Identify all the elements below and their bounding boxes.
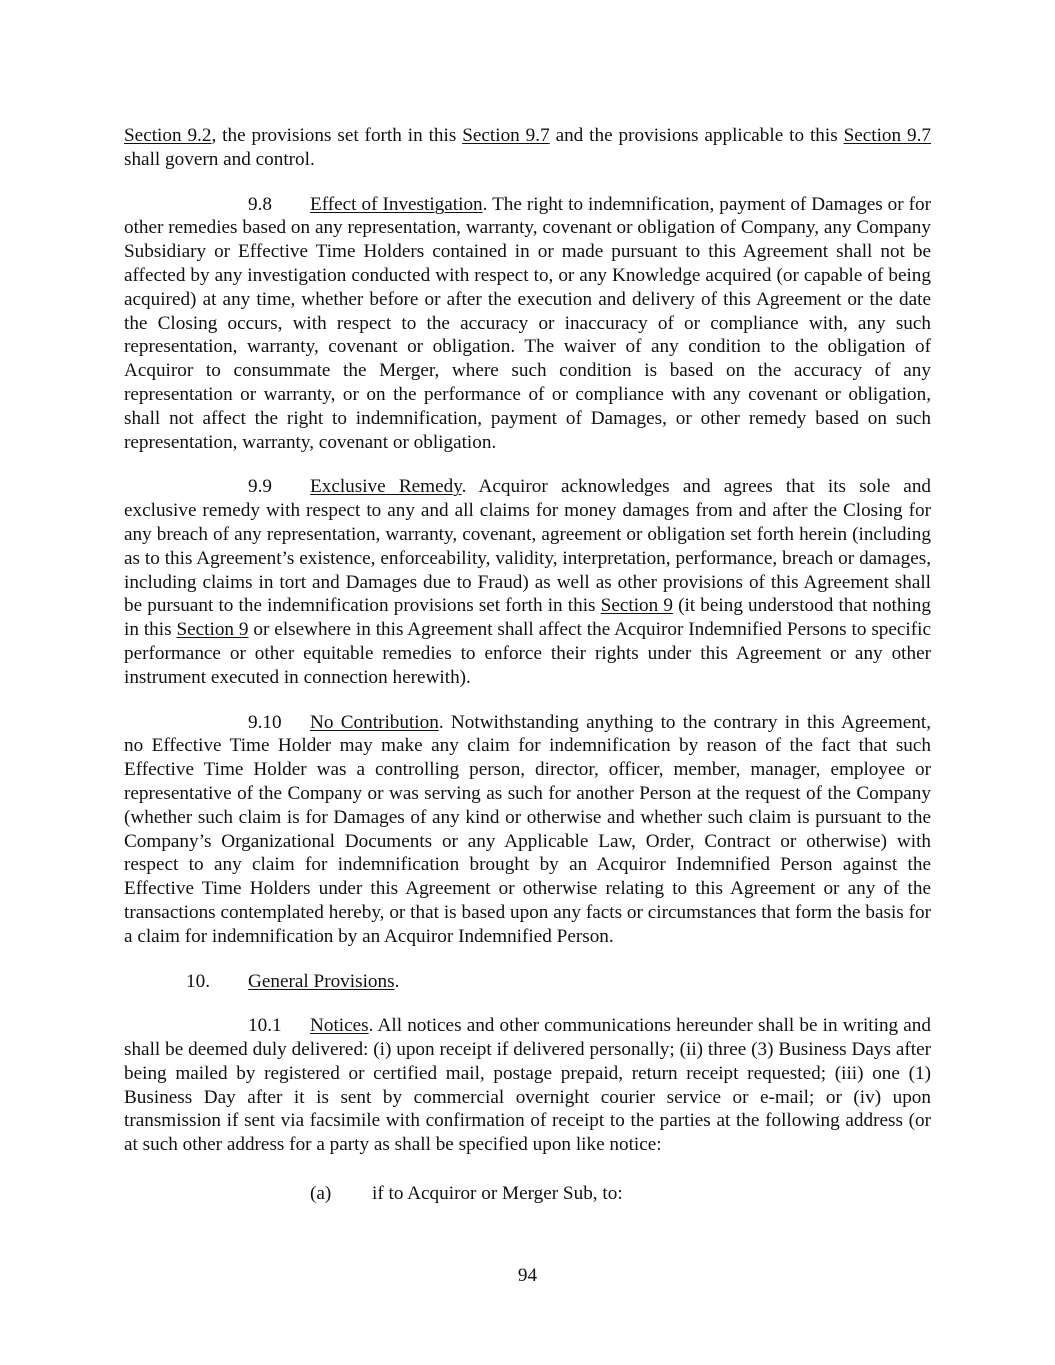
- section-9-8: [124, 193, 931, 455]
- section-number: 9.8: [248, 193, 272, 215]
- section-number: 10.: [186, 970, 210, 992]
- cross-reference-link[interactable]: Section 9: [600, 595, 673, 617]
- paragraph-text: shall govern and control.: [124, 148, 315, 170]
- section-title-punctuation: .: [394, 970, 400, 992]
- cross-reference-link[interactable]: Section 9.2: [124, 125, 212, 146]
- section-body: (it being understood that nothing in this: [124, 595, 931, 641]
- section-title: Notices: [310, 1015, 369, 1037]
- section-number: 9.9: [248, 476, 272, 498]
- paragraph-text: and the provisions applicable to this: [549, 125, 844, 146]
- section-9-10: [124, 711, 931, 949]
- section-title: No Contribution: [310, 711, 439, 733]
- clause-body: if to Acquiror or Merger Sub, to:: [372, 1183, 623, 1205]
- document-page: [124, 124, 931, 1206]
- section-body: . All notices and other communications hereunder shall be in writing and shall be deemed duly delivered: (i) upon receipt if delivered personally; (ii) three (3) Business Days after being mailed by registered or certified mail, postage prepaid, return receipt requested; (iii) one (1) Business Day after it is sent by commercial overnight courier service or e-mail; or (iv) upon transmission if sent via facsimile with confirmation of receipt to the parties at the following address (or at such other address for a party as shall be specified upon like notice:: [124, 1015, 931, 1156]
- section-body: . The right to indemnification, payment of Damages or for other remedies based on any representation, warranty, covenant or obligation of Company, any Company Subsidiary or Effective Time Holders contained in or made pursuant to this Agreement shall not be affected by any investigation conducted with respect to, or any Knowledge acquired (or capable of being acquired) at any time, whether before or after the execution and delivery of this Agreement or the date the Closing occurs, with respect to the accuracy or inaccuracy of or compliance with, any such representation, warranty, covenant or obligation. The waiver of any condition to the obligation of Acquiror to consummate the Merger, where such condition is based on the accuracy of any representation or warranty, or on the performance of or compliance with any covenant or obligation, shall not affect the right to indemnification, payment of Damages, or other remedy based on such representation, warranty, covenant or obligation.: [124, 193, 932, 453]
- section-10-heading: [124, 970, 931, 994]
- section-10-1-a: [124, 1182, 931, 1206]
- section-number: 9.10: [248, 711, 282, 733]
- section-title: Exclusive Remedy: [310, 476, 462, 498]
- cross-reference-link[interactable]: Section 9.7: [462, 125, 550, 146]
- section-body: . Notwithstanding anything to the contrary in this Agreement, no Effective Time Holder may make any claim for indemnification by reason of the fact that such Effective Time Holder was a controlling person, director, officer, member, manager, employee or representative of the Company or was serving as such for another Person at the request of the Company (whether such claim is for Damages of any kind or otherwise and whether such claim is pursuant to the Company’s Organizational Documents or any Applicable Law, Order, Contract or otherwise) with respect to any claim for indemnification brought by an Acquiror Indemnified Person against the Effective Time Holders under this Agreement or otherwise relating to this Agreement or any of the transactions contemplated hereby, or that is based upon any facts or circumstances that form the basis for a claim for indemnification by an Acquiror Indemnified Person.: [124, 711, 931, 947]
- cross-reference-link[interactable]: Section 9.7: [843, 125, 932, 146]
- section-9-9: [124, 475, 931, 689]
- clause-number: (a): [310, 1183, 332, 1205]
- section-title: Effect of Investigation: [310, 193, 483, 215]
- page-number: 94: [517, 1265, 538, 1286]
- section-body: or elsewhere in this Agreement shall affect the Acquiror Indemnified Persons to specific performance or other equitable remedies to enforce their rights under this Agreement or any other instrument executed in connection herewith).: [124, 619, 931, 688]
- section-number: 10.1: [248, 1015, 282, 1037]
- continuation-paragraph: [124, 124, 931, 172]
- section-10-1: [124, 1014, 931, 1157]
- section-title: General Provisions: [248, 970, 395, 992]
- paragraph-text: , the provisions set forth in this: [211, 125, 463, 146]
- section-body: . Acquiror acknowledges and agrees that its sole and exclusive remedy with respect to any and all claims for money damages from and after the Closing for any breach of any representation, warranty, covenant, agreement or obligation set forth herein (including as to this Agreement’s existence, enforceability, validity, interpretation, performance, breach or damages, including claims in tort and Damages due to Fraud) as well as other provisions of this Agreement shall be pursuant to the indemnification provisions set forth in this: [124, 476, 932, 617]
- cross-reference-link[interactable]: Section 9: [176, 619, 249, 641]
